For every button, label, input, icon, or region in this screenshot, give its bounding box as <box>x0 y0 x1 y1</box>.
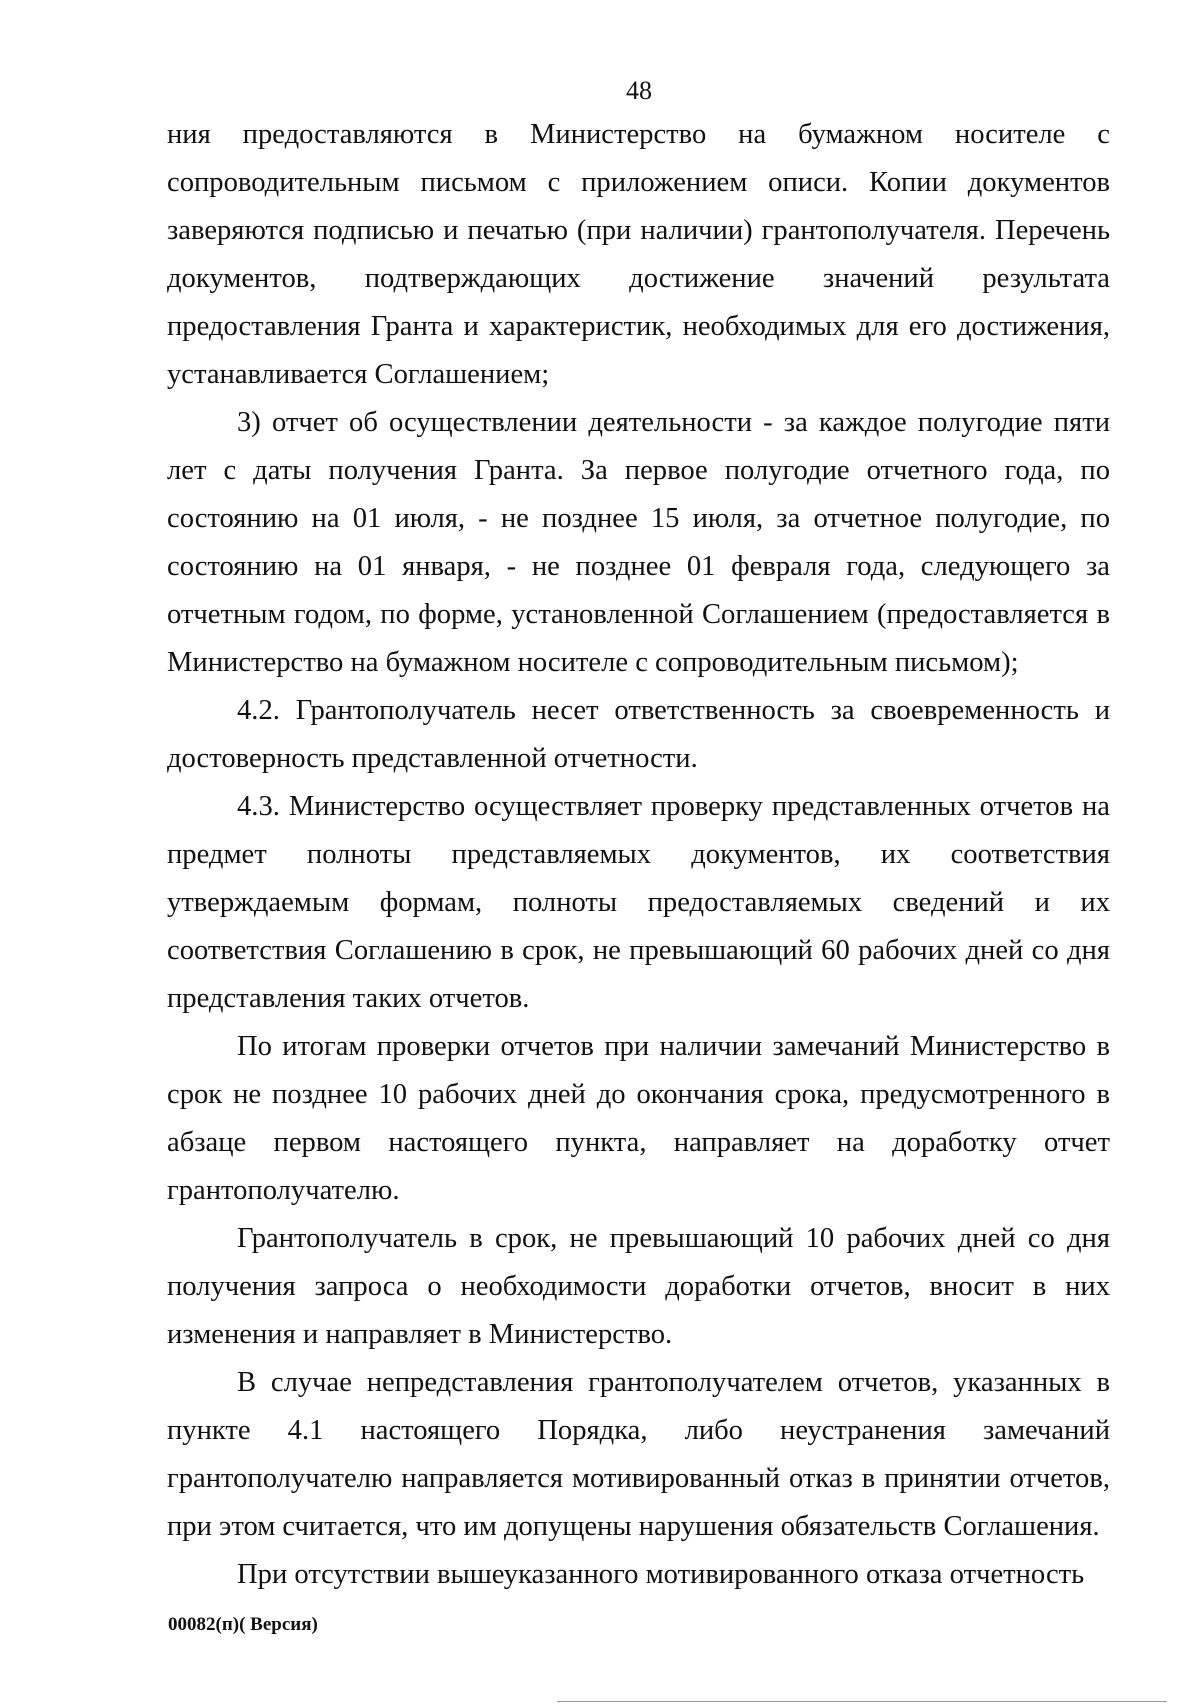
document-footer: 00082(п)( Версия) <box>168 1614 318 1635</box>
paragraph-4-3: 4.3. Министерство осуществляет проверку представленных отчетов на предмет полноты представляемых документов, их соответствия утверждаемым формам, полноты предоставляемых сведений и их соответствия Соглашению в срок, не превышающий 60 рабочих дней со дня представления таких отчетов. <box>167 791 1110 1014</box>
paragraph-revision-term: Грантополучатель в срок, не превышающий 10 рабочих дней со дня получения запроса о необходимости доработки отчетов, вносит в них изменения и направляет в Министерство. <box>167 1223 1110 1350</box>
paragraph-refusal: В случае непредставления грантополучателем отчетов, указанных в пункте 4.1 настоящего Порядка, либо неустранения замечаний грантополучателю направляется мотивированный отказ в принятии отчетов, при этом считается, что им допущены нарушения обязательств Соглашения. <box>167 1367 1110 1542</box>
paragraph-continuation: ния предоставляются в Министерство на бумажном носителе с сопроводительным письмом с приложением описи. Копии документов заверяются подписью и печатью (при наличии) грантополучателя. Перечень документов, подтверждающих достижение значений результата предоставления Гранта и характеристик, необходимых для его достижения, устанавливается Соглашением; <box>167 119 1110 390</box>
paragraph-check-results: По итогам проверки отчетов при наличии замечаний Министерство в срок не позднее 10 рабочих дней до окончания срока, предусмотренного в абзаце первом настоящего пункта, направляет на доработку отчет грантополучателю. <box>167 1031 1110 1206</box>
paragraph-no-refusal: При отсутствии вышеуказанного мотивированного отказа отчетность <box>237 1559 1085 1590</box>
page-number: 48 <box>626 76 652 105</box>
paragraph-report-activity: 3) отчет об осуществлении деятельности - за каждое полугодие пяти лет с даты получения Гранта. За первое полугодие отчетного года, по состоянию на 01 июля, - не позднее 15 июля, за отчетное полугодие, по состоянию на 01 января, - не позднее 01 февраля года, следующего за отчетным годом, по форме, установленной Соглашением (предоставляется в Министерство на бумажном носителе с сопроводительным письмом); <box>167 407 1110 678</box>
document-body <box>167 111 1110 1599</box>
paragraph-4-2: 4.2. Грантополучатель несет ответственность за своевременность и достоверность представленной отчетности. <box>167 695 1110 774</box>
scan-edge-line <box>557 1701 1167 1702</box>
